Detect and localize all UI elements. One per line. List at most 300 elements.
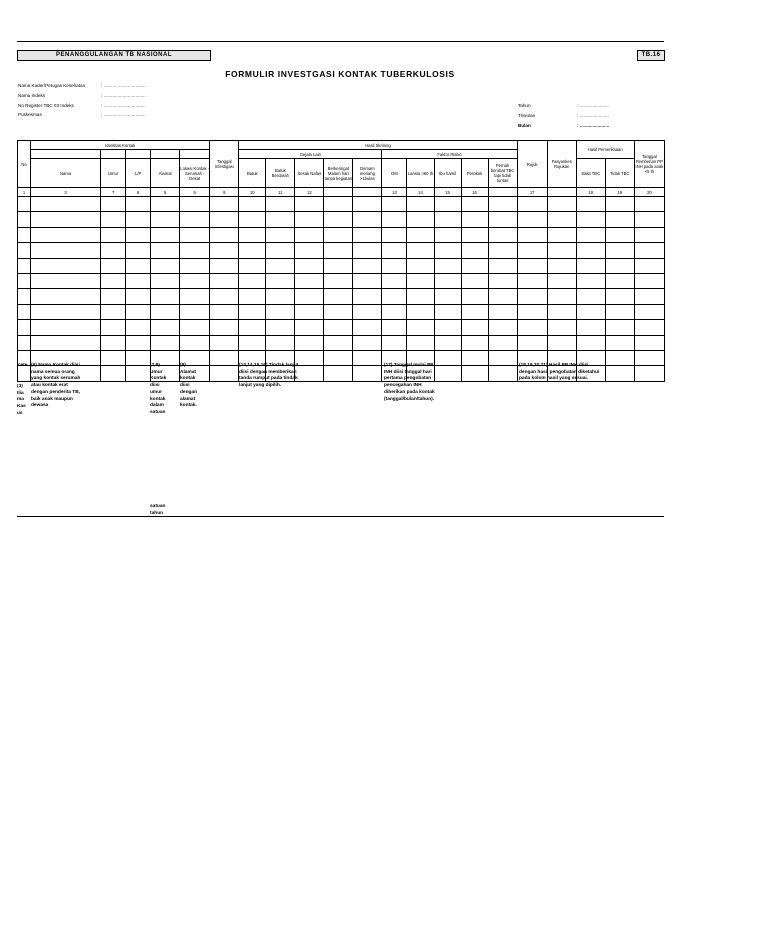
col-rujuk: Rujuk: [517, 141, 547, 188]
table-cell[interactable]: [353, 320, 382, 335]
table-cell[interactable]: [295, 320, 324, 335]
table-cell[interactable]: [266, 227, 295, 242]
table-cell[interactable]: [210, 304, 239, 319]
table-cell[interactable]: [488, 243, 517, 258]
table-cell[interactable]: [517, 212, 547, 227]
page-title: FORMULIR INVESTGASI KONTAK TUBERKULOSIS: [225, 69, 455, 79]
table-cell[interactable]: [605, 335, 634, 350]
group-identitas: Identitas Kontak: [31, 141, 210, 150]
table-cell[interactable]: [210, 227, 239, 242]
table-cell[interactable]: [434, 335, 461, 350]
table-cell[interactable]: [547, 304, 576, 319]
table-cell[interactable]: [382, 320, 407, 335]
table-cell[interactable]: [126, 212, 151, 227]
table-cell[interactable]: [634, 258, 664, 273]
table-cell[interactable]: [576, 212, 605, 227]
table-cell[interactable]: [101, 304, 126, 319]
table-cell[interactable]: [101, 273, 126, 288]
table-cell[interactable]: [488, 212, 517, 227]
table-cell[interactable]: [31, 320, 101, 335]
col-number: [324, 188, 353, 197]
table-cell[interactable]: [407, 273, 434, 288]
table-cell[interactable]: [488, 320, 517, 335]
col-number: 16: [461, 188, 488, 197]
table-cell[interactable]: [547, 335, 576, 350]
table-cell[interactable]: [324, 304, 353, 319]
note-line: alamat: [180, 396, 196, 402]
table-cell[interactable]: [31, 289, 101, 304]
table-cell[interactable]: [461, 304, 488, 319]
table-cell[interactable]: [210, 258, 239, 273]
table-cell[interactable]: [407, 258, 434, 273]
table-cell[interactable]: [434, 273, 461, 288]
col-pernah: Pernah berobat TBC tapi tidak tuntas: [488, 159, 517, 188]
table-cell[interactable]: [295, 258, 324, 273]
table-cell[interactable]: [210, 366, 239, 381]
table-cell[interactable]: [434, 304, 461, 319]
note-line: dalam: [150, 403, 164, 409]
table-cell[interactable]: [151, 273, 180, 288]
info-value: : .......................: [577, 122, 610, 128]
table-cell[interactable]: [18, 304, 31, 319]
table-cell[interactable]: [126, 366, 151, 381]
cell-empty: [101, 150, 126, 159]
note-line: diisi: [150, 383, 160, 389]
table-cell[interactable]: [266, 320, 295, 335]
table-cell[interactable]: [461, 289, 488, 304]
table-cell[interactable]: [382, 258, 407, 273]
table-cell[interactable]: [126, 289, 151, 304]
table-cell[interactable]: [266, 212, 295, 227]
col-lokasi: Lokasi Kontak - Serumah - Dekat: [180, 159, 210, 188]
table-cell[interactable]: [488, 273, 517, 288]
table-cell[interactable]: [547, 212, 576, 227]
col-tanggal-investigasi: Tanggal Infestigasi: [210, 141, 239, 188]
table-cell[interactable]: [382, 243, 407, 258]
table-cell[interactable]: [295, 243, 324, 258]
table-cell[interactable]: [266, 289, 295, 304]
table-cell[interactable]: [353, 212, 382, 227]
table-cell[interactable]: [382, 289, 407, 304]
table-cell[interactable]: [126, 273, 151, 288]
note-line: umur: [150, 389, 162, 395]
table-cell[interactable]: [18, 273, 31, 288]
table-cell[interactable]: [407, 212, 434, 227]
table-row: [18, 273, 665, 288]
table-cell[interactable]: [239, 320, 266, 335]
table-cell[interactable]: [488, 335, 517, 350]
table-cell[interactable]: [576, 320, 605, 335]
table-cell[interactable]: [407, 243, 434, 258]
bottom-rule: [17, 516, 664, 517]
table-cell[interactable]: [324, 335, 353, 350]
cell-empty: [31, 150, 101, 159]
table-cell[interactable]: [151, 227, 180, 242]
table-cell[interactable]: [434, 289, 461, 304]
table-cell[interactable]: [18, 258, 31, 273]
col-number: 11: [266, 188, 295, 197]
table-cell[interactable]: [239, 289, 266, 304]
table-cell[interactable]: [266, 197, 295, 212]
table-cell[interactable]: [239, 212, 266, 227]
cell-empty: [151, 150, 180, 159]
table-cell[interactable]: [180, 258, 210, 273]
table-cell[interactable]: [210, 320, 239, 335]
table-cell[interactable]: [434, 212, 461, 227]
table-cell[interactable]: [461, 243, 488, 258]
table-cell[interactable]: [353, 258, 382, 273]
col-number: 12: [295, 188, 324, 197]
table-cell[interactable]: [126, 197, 151, 212]
group-hasil-pemeriksaan: Hasil Pemeriksaan: [576, 141, 634, 159]
note-side: [17, 384, 29, 418]
note-line: dewasa: [31, 403, 49, 409]
table-cell[interactable]: [210, 350, 239, 365]
table-cell[interactable]: [31, 258, 101, 273]
table-cell[interactable]: [605, 197, 634, 212]
table-cell[interactable]: [634, 289, 664, 304]
note-line: kontak: [180, 376, 196, 382]
table-cell[interactable]: [605, 304, 634, 319]
table-row: [18, 320, 665, 335]
col-number: 3: [31, 188, 101, 197]
table-cell[interactable]: [434, 197, 461, 212]
table-cell[interactable]: [353, 197, 382, 212]
table-cell[interactable]: [461, 320, 488, 335]
col-lansia: Lansia >60 th: [407, 159, 434, 188]
table-cell[interactable]: [295, 227, 324, 242]
note-line: (18,19,20,21) Hasil PP INH diisi: [519, 363, 589, 368]
note-line: yang kontak serumah: [31, 376, 81, 382]
info-value: : .................................: [101, 92, 146, 98]
table-cell[interactable]: [31, 197, 101, 212]
table-cell[interactable]: [126, 258, 151, 273]
table-cell[interactable]: [210, 289, 239, 304]
table-cell[interactable]: [407, 335, 434, 350]
table-cell[interactable]: [266, 258, 295, 273]
table-cell[interactable]: [31, 304, 101, 319]
table-cell[interactable]: [180, 320, 210, 335]
table-cell[interactable]: [634, 227, 664, 242]
table-cell[interactable]: [324, 258, 353, 273]
table-cell[interactable]: [210, 212, 239, 227]
table-cell[interactable]: [266, 273, 295, 288]
table-cell[interactable]: [382, 197, 407, 212]
table-cell[interactable]: [634, 335, 664, 350]
table-cell[interactable]: [101, 197, 126, 212]
table-cell[interactable]: [382, 335, 407, 350]
table-cell[interactable]: [517, 258, 547, 273]
col-berkeringat: Berkeringat Malam hari tanpa kegiatan: [324, 159, 353, 188]
table-cell[interactable]: [547, 227, 576, 242]
table-cell[interactable]: [605, 243, 634, 258]
col-number: 9: [210, 188, 239, 197]
table-cell[interactable]: [634, 243, 664, 258]
table-cell[interactable]: [547, 243, 576, 258]
note-line: dengan: [180, 389, 198, 395]
table-row: [18, 258, 665, 273]
table-cell[interactable]: [324, 243, 353, 258]
table-cell[interactable]: [180, 335, 210, 350]
table-cell[interactable]: [605, 289, 634, 304]
table-cell[interactable]: [547, 289, 576, 304]
info-value: : .......................: [577, 103, 609, 108]
col-no: No: [18, 141, 31, 188]
table-cell[interactable]: [605, 258, 634, 273]
col-nama: Nama: [31, 159, 101, 188]
table-cell[interactable]: [517, 243, 547, 258]
table-cell[interactable]: [18, 197, 31, 212]
table-cell[interactable]: [605, 212, 634, 227]
table-cell[interactable]: [266, 243, 295, 258]
table-cell[interactable]: [517, 304, 547, 319]
table-cell[interactable]: [239, 227, 266, 242]
table-cell[interactable]: [18, 243, 31, 258]
table-cell[interactable]: [461, 258, 488, 273]
table-cell[interactable]: [180, 304, 210, 319]
note-col2: [150, 363, 176, 419]
table-cell[interactable]: [180, 212, 210, 227]
table-cell[interactable]: [353, 273, 382, 288]
table-cell[interactable]: [239, 197, 266, 212]
table-cell[interactable]: [634, 273, 664, 288]
table-cell[interactable]: [382, 273, 407, 288]
table-cell[interactable]: [266, 335, 295, 350]
table-row: [18, 197, 665, 212]
table-cell[interactable]: [517, 273, 547, 288]
table-cell[interactable]: [180, 273, 210, 288]
table-cell[interactable]: [239, 258, 266, 273]
table-cell[interactable]: [151, 258, 180, 273]
note-col3: [180, 363, 210, 410]
table-cell[interactable]: [634, 304, 664, 319]
table-cell[interactable]: [180, 243, 210, 258]
column-number-row: [18, 188, 665, 197]
table-cell[interactable]: [126, 243, 151, 258]
table-cell[interactable]: [576, 289, 605, 304]
table-cell[interactable]: [126, 227, 151, 242]
table-cell[interactable]: [407, 320, 434, 335]
table-cell[interactable]: [210, 243, 239, 258]
table-cell[interactable]: [151, 212, 180, 227]
table-cell[interactable]: [576, 335, 605, 350]
table-cell[interactable]: [324, 212, 353, 227]
table-cell[interactable]: [295, 212, 324, 227]
table-cell[interactable]: [210, 335, 239, 350]
table-cell[interactable]: [18, 212, 31, 227]
col-alamat: Alamat: [151, 159, 180, 188]
table-cell[interactable]: [461, 227, 488, 242]
table-cell[interactable]: [407, 289, 434, 304]
table-cell[interactable]: [353, 227, 382, 242]
table-cell[interactable]: [101, 212, 126, 227]
table-cell[interactable]: [126, 304, 151, 319]
table-cell[interactable]: [324, 197, 353, 212]
col-ibu-hamil: Ibu hamil: [434, 159, 461, 188]
table-row: [18, 304, 665, 319]
table-cell[interactable]: [488, 304, 517, 319]
col-sakit-tbc: Sakit TBC: [576, 159, 605, 188]
table-cell[interactable]: [101, 320, 126, 335]
table-cell[interactable]: [576, 258, 605, 273]
table-cell[interactable]: [210, 197, 239, 212]
col-demam: Demam meriang >1bulan: [353, 159, 382, 188]
table-cell[interactable]: [434, 227, 461, 242]
table-cell[interactable]: [434, 243, 461, 258]
table-cell[interactable]: [18, 227, 31, 242]
table-cell[interactable]: [180, 197, 210, 212]
table-cell[interactable]: [634, 320, 664, 335]
table-cell[interactable]: [324, 320, 353, 335]
table-cell[interactable]: [295, 273, 324, 288]
table-cell[interactable]: [547, 320, 576, 335]
col-batuk-berdarah: Batuk Berdarah: [266, 159, 295, 188]
table-cell[interactable]: [576, 304, 605, 319]
note-line: Alamat: [180, 369, 196, 375]
table-cell[interactable]: [434, 258, 461, 273]
table-cell[interactable]: [605, 273, 634, 288]
table-cell[interactable]: [517, 197, 547, 212]
table-cell[interactable]: [488, 258, 517, 273]
table-cell[interactable]: [324, 227, 353, 242]
table-cell[interactable]: [266, 304, 295, 319]
table-cell[interactable]: [576, 197, 605, 212]
table-cell[interactable]: [353, 304, 382, 319]
table-cell[interactable]: [18, 289, 31, 304]
table-cell[interactable]: [324, 273, 353, 288]
table-cell[interactable]: [407, 197, 434, 212]
table-cell[interactable]: [180, 227, 210, 242]
note-line: (13,14,15,16) Tindak lanjut: [239, 363, 299, 368]
info-label: Nama Indeks: [18, 92, 46, 98]
note-line: pertama pengobatan: [384, 376, 432, 382]
form-code-label: TB.16: [637, 50, 665, 61]
table-cell[interactable]: [461, 273, 488, 288]
note-col1: [31, 363, 121, 410]
table-cell[interactable]: [295, 335, 324, 350]
note-line: tanda rumput pada tindak: [239, 376, 298, 382]
table-cell[interactable]: [382, 227, 407, 242]
table-cell[interactable]: [31, 335, 101, 350]
table-cell[interactable]: [517, 227, 547, 242]
col-number: [488, 188, 517, 197]
note-keterangan-label: Kete: [17, 363, 28, 368]
table-cell[interactable]: [18, 335, 31, 350]
table-cell[interactable]: [239, 335, 266, 350]
info-value: : .......................: [577, 112, 609, 118]
table-cell[interactable]: [31, 243, 101, 258]
table-cell[interactable]: [488, 289, 517, 304]
table-cell[interactable]: [151, 197, 180, 212]
col-number: 5: [151, 188, 180, 197]
table-cell[interactable]: [180, 289, 210, 304]
table-cell[interactable]: [295, 304, 324, 319]
table-cell[interactable]: [434, 320, 461, 335]
table-cell[interactable]: [239, 304, 266, 319]
info-value: : .................................: [101, 102, 146, 108]
note-col4: [239, 363, 359, 390]
table-cell[interactable]: [634, 197, 664, 212]
table-cell[interactable]: [324, 289, 353, 304]
table-cell[interactable]: [101, 227, 126, 242]
table-cell[interactable]: [461, 197, 488, 212]
table-cell[interactable]: [605, 320, 634, 335]
col-tidak-tbc: Tidak TBC: [605, 159, 634, 188]
table-cell[interactable]: [101, 289, 126, 304]
table-cell[interactable]: [295, 289, 324, 304]
table-cell[interactable]: [151, 304, 180, 319]
table-cell[interactable]: [488, 197, 517, 212]
table-cell[interactable]: [605, 227, 634, 242]
table-cell[interactable]: [31, 273, 101, 288]
table-cell[interactable]: [461, 335, 488, 350]
table-cell[interactable]: [547, 273, 576, 288]
table-cell[interactable]: [353, 243, 382, 258]
table-cell[interactable]: [407, 304, 434, 319]
group-gejala-lain: Gejala Lain: [239, 150, 382, 159]
table-row: [18, 212, 665, 227]
table-cell[interactable]: [31, 212, 101, 227]
table-cell[interactable]: [547, 258, 576, 273]
table-cell[interactable]: [517, 289, 547, 304]
table-cell[interactable]: [634, 212, 664, 227]
program-label: PENANGGULANGAN TB NASIONAL: [17, 50, 211, 61]
table-cell[interactable]: [382, 212, 407, 227]
table-cell[interactable]: [210, 273, 239, 288]
table-body: [18, 197, 665, 382]
table-cell[interactable]: [353, 289, 382, 304]
table-cell[interactable]: [151, 335, 180, 350]
table-cell[interactable]: [126, 320, 151, 335]
table-cell[interactable]: [488, 227, 517, 242]
table-cell[interactable]: [101, 335, 126, 350]
table-cell[interactable]: [547, 197, 576, 212]
table-cell[interactable]: [101, 243, 126, 258]
table-cell[interactable]: [353, 335, 382, 350]
info-left: [18, 81, 146, 120]
note-line: ma: [17, 397, 24, 403]
col-number: 17: [517, 188, 547, 197]
note-col2-bottom: [150, 504, 176, 516]
table-cell[interactable]: [576, 273, 605, 288]
table-cell[interactable]: [31, 227, 101, 242]
table-cell[interactable]: [576, 243, 605, 258]
table-cell[interactable]: [18, 320, 31, 335]
note-line: Ilia: [17, 390, 24, 396]
table-cell[interactable]: [461, 212, 488, 227]
table-cell[interactable]: [101, 258, 126, 273]
table-cell[interactable]: [517, 320, 547, 335]
note-line: kontak: [150, 396, 166, 402]
note-line: dengan penderita TB,: [31, 389, 81, 395]
table-cell[interactable]: [151, 320, 180, 335]
table-cell[interactable]: [517, 335, 547, 350]
table-row: [18, 335, 665, 350]
table-cell[interactable]: [126, 335, 151, 350]
table-cell[interactable]: [239, 243, 266, 258]
table-cell[interactable]: [151, 289, 180, 304]
table-cell[interactable]: [407, 227, 434, 242]
table-cell[interactable]: [151, 243, 180, 258]
table-cell[interactable]: [126, 350, 151, 365]
table-cell[interactable]: [382, 304, 407, 319]
note-line: Kas: [17, 404, 26, 410]
col-dm: DM: [382, 159, 407, 188]
note-line: kontak.: [180, 403, 197, 409]
table-cell[interactable]: [576, 227, 605, 242]
table-cell[interactable]: [295, 197, 324, 212]
table-cell[interactable]: [239, 273, 266, 288]
